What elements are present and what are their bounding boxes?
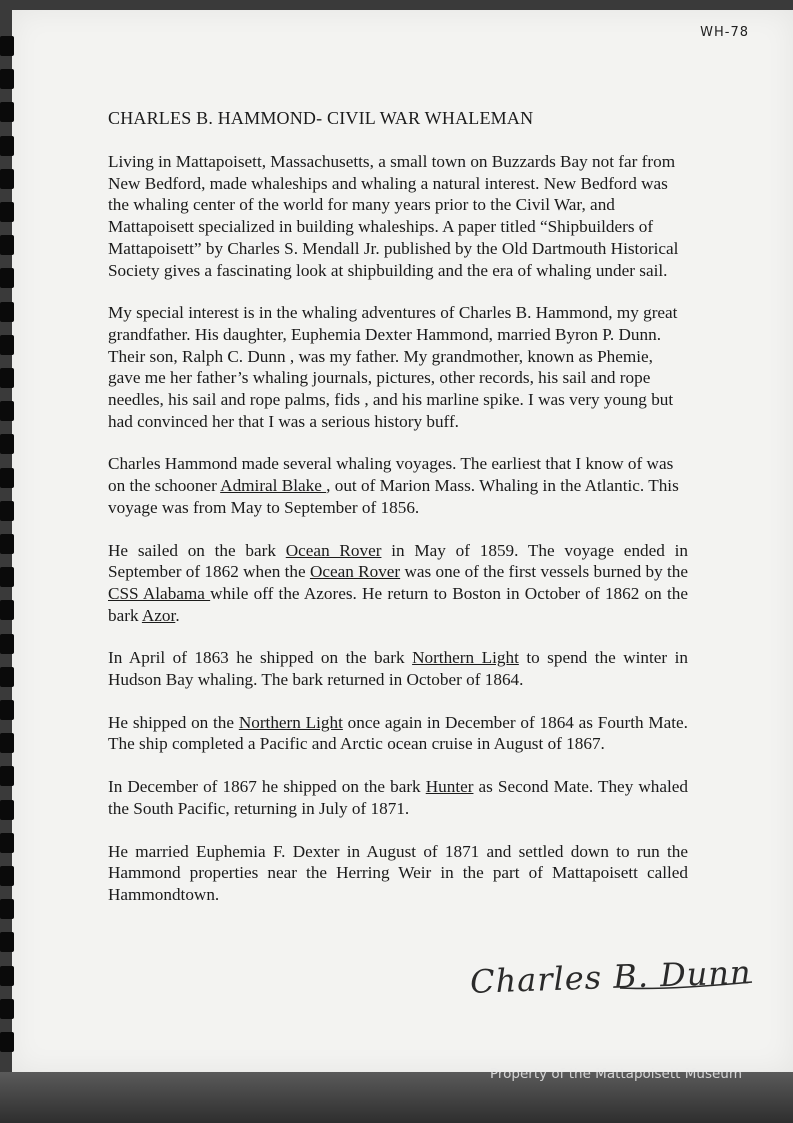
binding-hole [0,766,14,786]
binding-hole [0,102,14,122]
binding-hole [0,899,14,919]
text: to spend the winter in Hudson Bay whaling. The bark returned in October of 1864. [108,648,688,690]
binding-hole [0,567,14,587]
binding-hole [0,302,14,322]
binding-hole [0,966,14,986]
paragraph-family: My special interest is in the whaling adventures of Charles B. Hammond, my great grandfather. His daughter, Euphemia Dexter Hammond, married Byron P. Dunn. Their son, Ralph C. Dunn , was my father. My grandmother, known as Phemie, gave me her father’s whaling journals, pictures, other records, his sail and rope needles, his sail and rope palms, fids , and his marline spike. I was very young but had convinced her that I was a serious history buff. [108,303,678,431]
ship-name: CSS Alabama [108,583,211,603]
ship-name: Northern Light [412,648,519,668]
text: in May of 1859. The voyage ended in September of 1862 when the [108,540,688,582]
binding-hole [0,932,14,952]
paragraph-ocean-rover [108,540,688,627]
binding-hole [0,600,14,620]
handwritten-signature: Charles B. Dunn [469,953,753,1001]
text: In April of 1863 he shipped on the bark [108,648,413,668]
paragraph-hunter [108,776,688,819]
text: In December of 1867 he shipped on the bark [108,777,426,797]
text: . [175,605,180,625]
binding-hole [0,268,14,288]
binding-hole [0,401,14,421]
watermark: Property of the Mattapoisett Museum [490,1066,742,1082]
text: He shipped on the [108,712,239,732]
binding-hole [0,733,14,753]
text: once again in December of 1864 as Fourth Mate. The ship completed a Pacific and Arctic ocean cruise in August of 1867. [108,712,688,754]
ship-name: Ocean Rover [309,562,401,582]
binding-hole [0,800,14,820]
ship-name: Azor [141,605,176,625]
paragraph-first-voyage [108,453,688,518]
text: while off the Azores. He return to Boston in October of 1862 on the bark [108,583,688,625]
ship-name: Admiral Blake [220,476,327,496]
binding-hole [0,866,14,886]
reference-code: WH-78 [700,25,749,40]
paragraph-marriage: He married Euphemia F. Dexter in August of 1871 and settled down to run the Hammond properties near the Herring Weir in the part of Mattapoisett called Hammondtown. [108,841,688,904]
paragraph-northern-light-2 [108,712,688,755]
binding-hole [0,700,14,720]
binding-hole [0,335,14,355]
binding-hole [0,1032,14,1052]
binding-hole [0,169,14,189]
text: , out of Marion Mass. Whaling in the Atlantic. This voyage was from May to September of 1856. [108,476,679,517]
binding-hole [0,468,14,488]
binding-hole [0,69,14,89]
binding-hole [0,202,14,222]
binding-hole [0,501,14,521]
ship-name: Hunter [425,777,474,797]
ship-name: Ocean Rover [285,540,382,560]
text: Charles Hammond made several whaling voyages. The earliest that I know of was on the schooner [108,454,674,496]
binding-hole [0,434,14,454]
binding-hole [0,634,14,654]
ship-name: Northern Light [238,712,343,732]
document-body [108,108,688,927]
paragraph-intro: Living in Mattapoisett, Massachusetts, a small town on Buzzards Bay not far from New Bedford, made whaleships and whaling a natural interest. New Bedford was the whaling center of the world for many years prior to the Civil War, and Mattapoisett specialized in building whaleships. A paper titled “Shipbuilders of Mattapoisett” by Charles S. Mendall Jr. published by the Old Dartmouth Historical Society gives a fascinating look at shipbuilding and the era of whaling under sail. [108,152,679,280]
spiral-binding [0,36,16,1056]
text: was one of the first vessels burned by the [400,562,689,582]
binding-hole [0,36,14,56]
text: He sailed on the bark [108,540,286,560]
document-title: CHARLES B. HAMMOND- CIVIL WAR WHALEMAN [108,108,534,128]
binding-hole [0,667,14,687]
binding-hole [0,235,14,255]
binding-hole [0,534,14,554]
binding-hole [0,136,14,156]
binding-hole [0,368,14,388]
binding-hole [0,999,14,1019]
binding-hole [0,833,14,853]
paragraph-northern-light-1 [108,647,688,690]
signature-flourish [470,960,760,1010]
text: as Second Mate. They whaled the South Pacific, returning in July of 1871. [108,777,688,818]
